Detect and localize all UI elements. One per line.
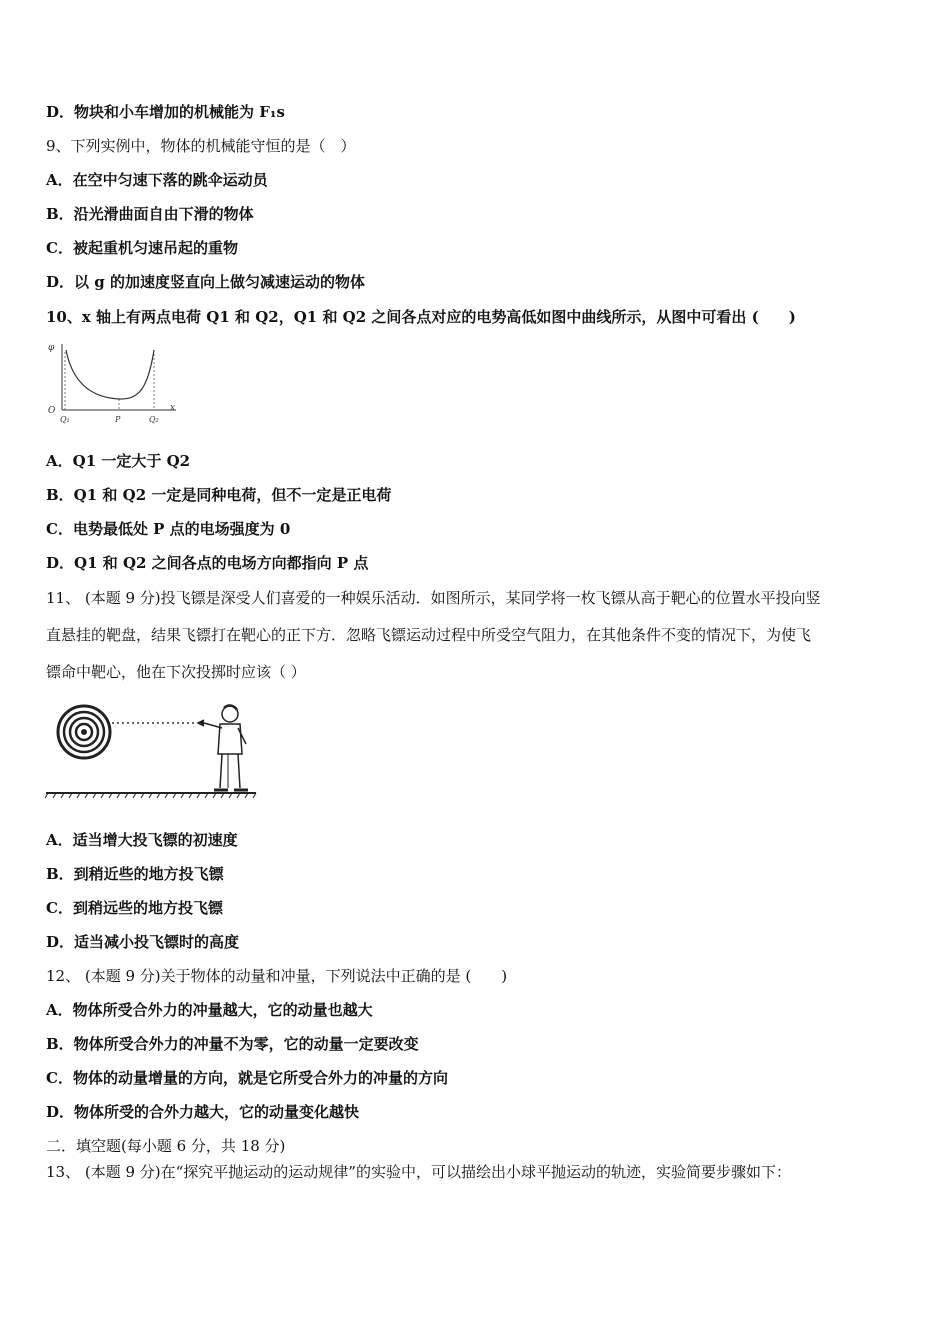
q11-option-a: A．适当增大投飞镖的初速度: [46, 831, 238, 849]
q1-label: Q₁: [60, 415, 70, 424]
q9-option-c: C．被起重机匀速吊起的重物: [46, 239, 238, 257]
q12-option-b: B．物体所受合外力的冲量不为零，它的动量一定要改变: [46, 1035, 419, 1053]
q11-option-b: B．到稍近些的地方投飞镖: [46, 865, 224, 883]
q8-option-d: D．物块和小车增加的机械能为 F₁s: [46, 103, 285, 121]
q9-option-d: D．以 g 的加速度竖直向上做匀减速运动的物体: [46, 273, 365, 291]
question-10: 10、x 轴上有两点电荷 Q1 和 Q2，Q1 和 Q2 之间各点对应的电势高低如图中曲线所示，从图中可看出 ( ): [46, 308, 796, 326]
potential-curve: [66, 350, 154, 399]
dartboard: [58, 706, 110, 758]
question-11-line-1: 11、 (本题 9 分)投飞镖是深受人们喜爱的一种娱乐活动．如图所示，某同学将一枚飞镖从高于靶心的位置水平投向竖: [46, 589, 821, 607]
question-11-line-2: 直悬挂的靶盘，结果飞镖打在靶心的正下方．忽略飞镖运动过程中所受空气阻力，在其他条件不变的情况下，为使飞: [46, 626, 812, 644]
q10-option-c: C．电势最低处 P 点的电场强度为 0: [46, 520, 291, 538]
p-label: P: [115, 415, 121, 424]
dart-throwing-figure: [44, 692, 258, 804]
thrower: [198, 706, 248, 790]
x-label: x: [170, 403, 176, 413]
q2-label: Q₂: [149, 415, 159, 424]
q12-option-d: D．物体所受的合外力越大，它的动量变化越快: [46, 1103, 360, 1121]
potential-curve-figure: [44, 338, 184, 428]
phi-label: φ: [48, 343, 55, 353]
q11-option-c: C．到稍远些的地方投飞镖: [46, 899, 223, 917]
question-9: 9、下列实例中，物体的机械能守恒的是（ ）: [46, 137, 356, 155]
q9-option-b: B．沿光滑曲面自由下滑的物体: [46, 205, 254, 223]
origin-label: O: [48, 406, 56, 416]
q12-option-a: A．物体所受合外力的冲量越大，它的动量也越大: [46, 1001, 373, 1019]
q10-option-a: A．Q1 一定大于 Q2: [46, 452, 191, 470]
q11-option-d: D．适当减小投飞镖时的高度: [46, 933, 240, 951]
question-13: 13、 (本题 9 分)在“探究平抛运动的运动规律”的实验中，可以描绘出小球平抛运动的轨迹，实验简要步骤如下：: [46, 1163, 791, 1181]
ground: [45, 793, 256, 798]
question-12: 12、 (本题 9 分)关于物体的动量和冲量，下列说法中正确的是 ( ): [46, 967, 508, 985]
section-2-heading: 二．填空题(每小题 6 分，共 18 分): [46, 1137, 286, 1155]
q10-option-d: D．Q1 和 Q2 之间各点的电场方向都指向 P 点: [46, 554, 369, 572]
question-11-line-3: 镖命中靶心，他在下次投掷时应该（ ）: [46, 663, 306, 681]
q12-option-c: C．物体的动量增量的方向，就是它所受合外力的冲量的方向: [46, 1069, 448, 1087]
q10-option-b: B．Q1 和 Q2 一定是同种电荷，但不一定是正电荷: [46, 486, 392, 504]
q9-option-a: A．在空中匀速下落的跳伞运动员: [46, 171, 268, 189]
